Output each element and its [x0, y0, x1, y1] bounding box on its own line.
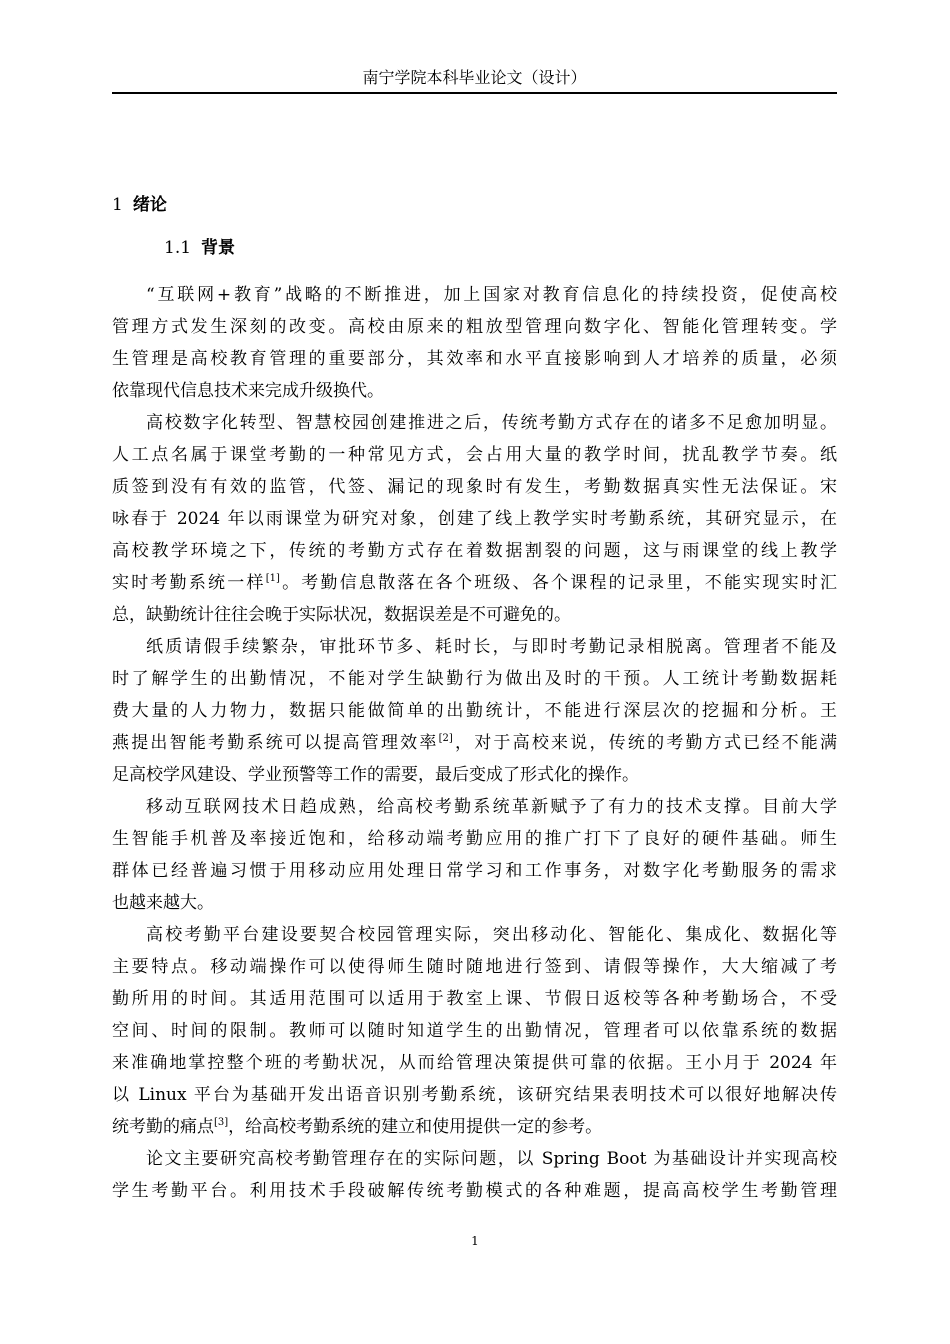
paragraph: [112, 919, 837, 1143]
text-line: 主要特点。移动端操作可以使得师生随时随地进行签到、请假等操作，大大缩减了考: [112, 957, 837, 977]
paragraph: [112, 631, 837, 791]
text-line: 费大量的人力物力，数据只能做简单的出勤统计，不能进行深层次的挖掘和分析。王: [112, 701, 837, 721]
text-line: 高校教学环境之下，传统的考勤方式存在着数据割裂的问题，这与雨课堂的线上教学: [112, 541, 837, 561]
text-line: “互联网+教育”战略的不断推进，加上国家对教育信息化的持续投资，促使高校: [146, 285, 837, 305]
text-line: [112, 727, 837, 759]
text-line: 咏春于 2024 年以雨课堂为研究对象，创建了线上教学实时考勤系统，其研究显示，在: [112, 509, 837, 529]
page-number: 1: [471, 1234, 479, 1248]
text-line: 以 Linux 平台为基础开发出语音识别考勤系统，该研究结果表明技术可以很好地解决传: [112, 1085, 837, 1105]
text-line: 时了解学生的出勤情况，不能对学生缺勤行为做出及时的干预。人工统计考勤数据耗: [112, 669, 837, 689]
text-segment: 实时考勤系统一样: [112, 573, 266, 593]
text-line: 高校数字化转型、智慧校园创建推进之后，传统考勤方式存在的诸多不足愈加明显。: [146, 413, 837, 433]
text-line: 足高校学风建设、学业预警等工作的需要，最后变成了形式化的操作。: [112, 765, 639, 785]
section-heading: [164, 236, 235, 260]
text-segment: 统考勤的痛点: [112, 1117, 214, 1137]
section-title: 背景: [201, 238, 236, 258]
header-title: 南宁学院本科毕业论文（设计）: [362, 68, 587, 87]
text-segment: ，对于高校来说，传统的考勤方式已经不能满: [452, 733, 838, 753]
text-segment: ，给高校考勤系统的建立和使用提供一定的参考。: [228, 1117, 603, 1137]
text-line: 生管理是高校教育管理的重要部分，其效率和水平直接影响到人才培养的质量，必须: [112, 349, 837, 369]
text-line: 学生考勤平台。利用技术手段破解传统考勤模式的各种难题，提高高校学生考勤管理: [112, 1181, 837, 1201]
text-segment: 燕提出智能考勤系统可以提高管理效率: [112, 733, 439, 753]
paragraph: [112, 791, 837, 919]
paragraph: [112, 1143, 837, 1207]
text-line: 也越来越大。: [112, 893, 214, 913]
text-line: 总，缺勤统计往往会晚于实际状况，数据误差是不可避免的。: [112, 605, 571, 625]
page-header: [112, 66, 837, 94]
section-number: 1.1: [164, 238, 192, 258]
chapter-heading: [112, 193, 167, 217]
text-line: [112, 567, 837, 599]
text-line: [112, 1111, 837, 1143]
text-line: 人工点名属于课堂考勤的一种常见方式，会占用大量的教学时间，扰乱教学节奏。纸: [112, 445, 837, 465]
citation-marker: [2]: [438, 733, 453, 744]
citation-marker: [3]: [214, 1117, 229, 1128]
chapter-number: 1: [112, 195, 123, 215]
citation-marker: [1]: [265, 573, 280, 584]
text-line: 依靠现代信息技术来完成升级换代。: [112, 381, 384, 401]
text-segment: 。考勤信息散落在各个班级、各个课程的记录里，不能实现实时汇: [279, 573, 838, 593]
text-line: 空间、时间的限制。教师可以随时知道学生的出勤情况，管理者可以依靠系统的数据: [112, 1021, 837, 1041]
body-text: [112, 279, 837, 1207]
text-line: 生智能手机普及率接近饱和，给移动端考勤应用的推广打下了良好的硬件基础。师生: [112, 829, 837, 849]
chapter-title: 绪论: [132, 195, 167, 215]
text-line: 论文主要研究高校考勤管理存在的实际问题，以 Spring Boot 为基础设计并实现高校: [146, 1149, 837, 1169]
text-line: 来准确地掌控整个班的考勤状况，从而给管理决策提供可靠的依据。王小月于 2024 年: [112, 1053, 837, 1073]
text-line: 高校考勤平台建设要契合校园管理实际，突出移动化、智能化、集成化、数据化等: [146, 925, 837, 945]
text-line: 纸质请假手续繁杂，审批环节多、耗时长，与即时考勤记录相脱离。管理者不能及: [146, 637, 837, 657]
text-line: 质签到没有有效的监管，代签、漏记的现象时有发生，考勤数据真实性无法保证。宋: [112, 477, 837, 497]
text-line: 管理方式发生深刻的改变。高校由原来的粗放型管理向数字化、智能化管理转变。学: [112, 317, 837, 337]
text-line: 群体已经普遍习惯于用移动应用处理日常学习和工作事务，对数字化考勤服务的需求: [112, 861, 837, 881]
text-line: 移动互联网技术日趋成熟，给高校考勤系统革新赋予了有力的技术支撑。目前大学: [146, 797, 837, 817]
text-line: 勤所用的时间。其适用范围可以适用于教室上课、节假日返校等各种考勤场合，不受: [112, 989, 837, 1009]
paragraph: [112, 279, 837, 407]
paragraph: [112, 407, 837, 631]
